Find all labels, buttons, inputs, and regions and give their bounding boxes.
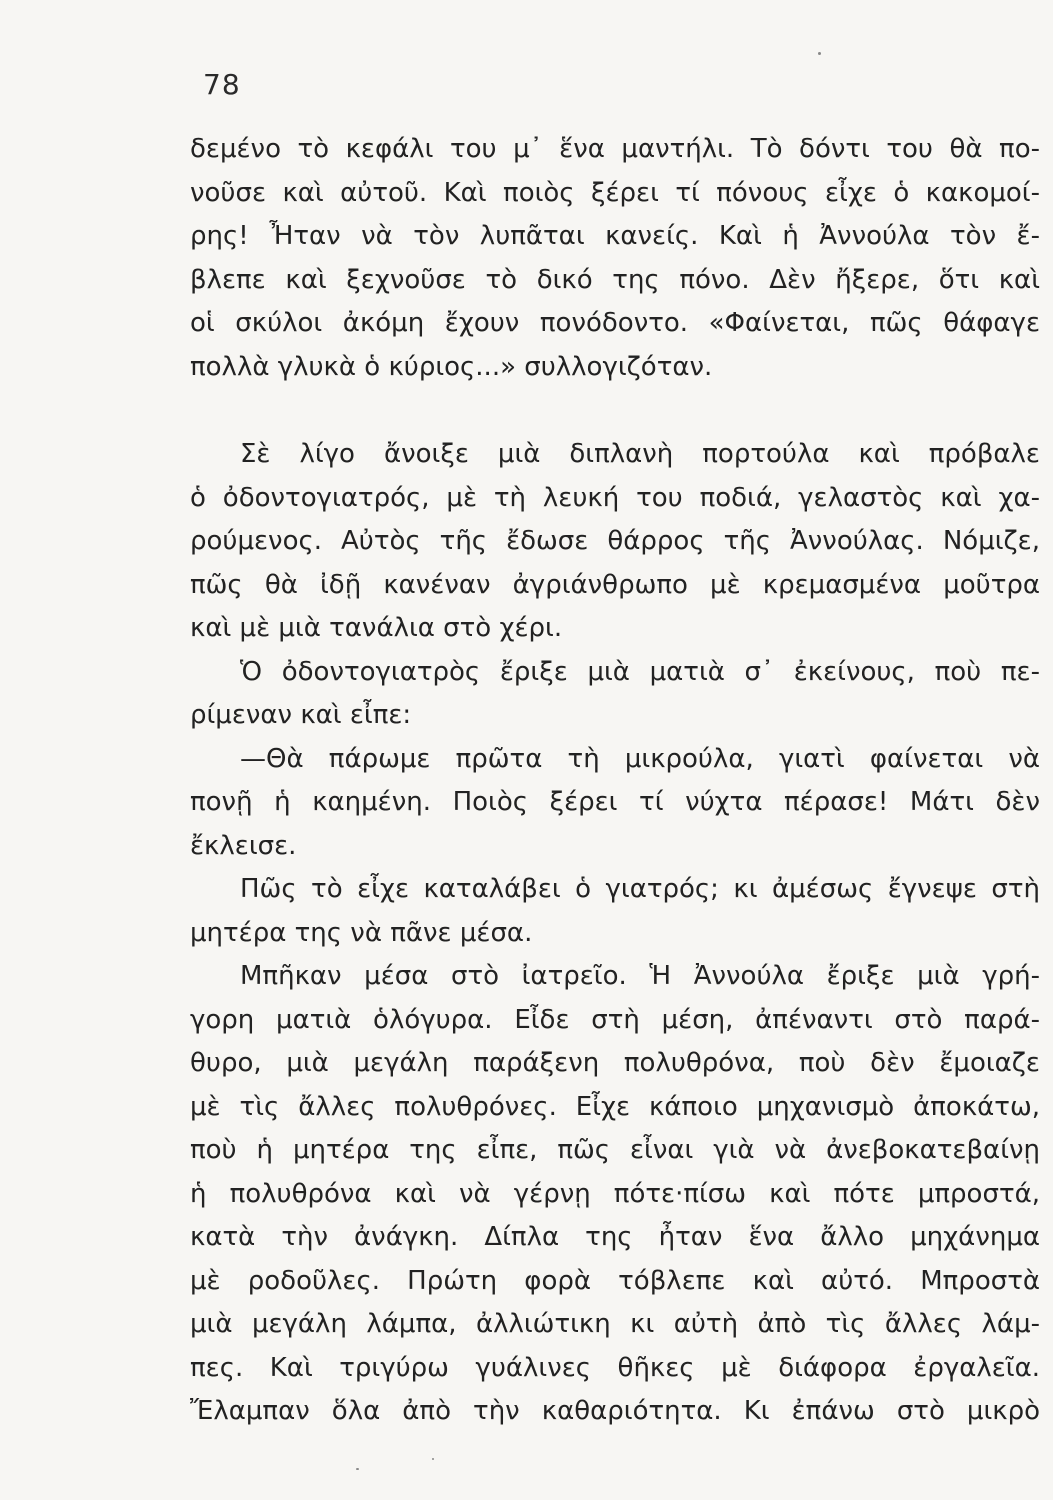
paragraph-6: [190, 955, 1040, 1434]
text-line: ρης! Ἦταν νὰ τὸν λυπᾶται κανείς. Καὶ ἡ Ἀννούλα τὸν ἔ-: [190, 221, 1040, 251]
text-line: μὲ τὶς ἄλλες πολυθρόνες. Εἶχε κάποιο μηχανισμὸ ἀποκάτω,: [190, 1091, 1040, 1122]
paper-speck: [818, 52, 821, 55]
text-line: κατὰ τὴν ἀνάγκη. Δίπλα της ἦταν ἕνα ἄλλο μηχάνημα: [190, 1222, 1040, 1252]
text-line: μιὰ μεγάλη λάμπα, ἀλλιώτικη κι αὐτὴ ἀπὸ τὶς ἄλλες λάμ-: [190, 1309, 1040, 1339]
text-line: Ὁ ὀδοντογιατρὸς ἔριξε μιὰ ματιὰ σ᾽ ἐκείνους, ποὺ πε-: [240, 656, 1040, 687]
text-line: δεμένο τὸ κεφάλι του μ᾽ ἕνα μαντήλι. Τὸ δόντι του θὰ πο-: [190, 134, 1040, 164]
text-line: καὶ μὲ μιὰ τανάλια στὸ χέρι.: [190, 613, 563, 643]
text-line: Μπῆκαν μέσα στὸ ἰατρεῖο. Ἡ Ἀννούλα ἔριξε μιὰ γρή-: [240, 961, 1040, 991]
text-line: μητέρα της νὰ πᾶνε μέσα.: [190, 917, 533, 948]
paper-speck: [432, 1458, 434, 1460]
paper-speck: [356, 1468, 359, 1470]
text-line: μὲ ροδοῦλες. Πρώτη φορὰ τόβλεπε καὶ αὐτό. Μπροστὰ: [190, 1265, 1040, 1296]
text-line: πονῇ ἡ καημένη. Ποιὸς ξέρει τί νύχτα πέρασε! Μάτι δὲν: [190, 787, 1040, 817]
text-line: πολλὰ γλυκὰ ὁ κύριος...» συλλογιζόταν.: [190, 351, 713, 382]
text-line: γορη ματιὰ ὁλόγυρα. Εἶδε στὴ μέση, ἀπέναντι στὸ παρά-: [190, 1004, 1040, 1035]
text-line: ἔκλεισε.: [190, 830, 297, 861]
paragraph-3: [190, 651, 1040, 738]
body-text: [190, 433, 1040, 1434]
paragraph-4-dialogue: [190, 738, 1040, 869]
text-line: Ἔλαμπαν ὅλα ἀπὸ τὴν καθαριότητα. Κι ἐπάνω στὸ μικρὸ: [190, 1396, 1040, 1426]
text-line: πες. Καὶ τριγύρω γυάλινες θῆκες μὲ διάφορα ἐργαλεῖα.: [190, 1352, 1040, 1383]
text-line: Πῶς τὸ εἶχε καταλάβει ὁ γιατρός; κι ἀμέσως ἔγνεψε στὴ: [240, 874, 1040, 904]
text-line: Σὲ λίγο ἄνοιξε μιὰ διπλανὴ πορτούλα καὶ πρόβαλε: [240, 439, 1040, 469]
text-line: ρούμενος. Αὐτὸς τῆς ἔδωσε θάρρος τῆς Ἀννούλας. Νόμιζε,: [190, 526, 1040, 556]
text-line: ποὺ ἡ μητέρα της εἶπε, πῶς εἶναι γιὰ νὰ ἀνεβοκατεβαίνῃ: [190, 1135, 1040, 1165]
text-line: —Θὰ πάρωμε πρῶτα τὴ μικρούλα, γιατὶ φαίνεται νὰ: [240, 743, 1040, 774]
text-line: οἱ σκύλοι ἀκόμη ἔχουν πονόδοντο. «Φαίνεται, πῶς θάφαγε: [190, 308, 1040, 338]
text-line: πῶς θὰ ἰδῇ κανέναν ἀγριάνθρωπο μὲ κρεμασμένα μοῦτρα: [190, 569, 1040, 600]
paragraph-2: [190, 433, 1040, 651]
text-line: ὁ ὀδοντογιατρός, μὲ τὴ λευκή του ποδιά, γελαστὸς καὶ χα-: [190, 482, 1040, 513]
paragraph-1: [190, 128, 1040, 389]
text-line: ρίμεναν καὶ εἶπε:: [190, 700, 412, 730]
text-line: νοῦσε καὶ αὐτοῦ. Καὶ ποιὸς ξέρει τί πόνους εἶχε ὁ κακομοί-: [190, 177, 1040, 208]
text-line: βλεπε καὶ ξεχνοῦσε τὸ δικό της πόνο. Δὲν ἤξερε, ὅτι καὶ: [190, 264, 1040, 295]
text-line: ἡ πολυθρόνα καὶ νὰ γέρνῃ πότε·πίσω καὶ πότε μπροστά,: [190, 1178, 1040, 1209]
text-line: θυρο, μιὰ μεγάλη παράξενη πολυθρόνα, ποὺ δὲν ἔμοιαζε: [190, 1048, 1040, 1078]
page-number: 78: [203, 68, 241, 101]
paragraph-5: [190, 868, 1040, 955]
